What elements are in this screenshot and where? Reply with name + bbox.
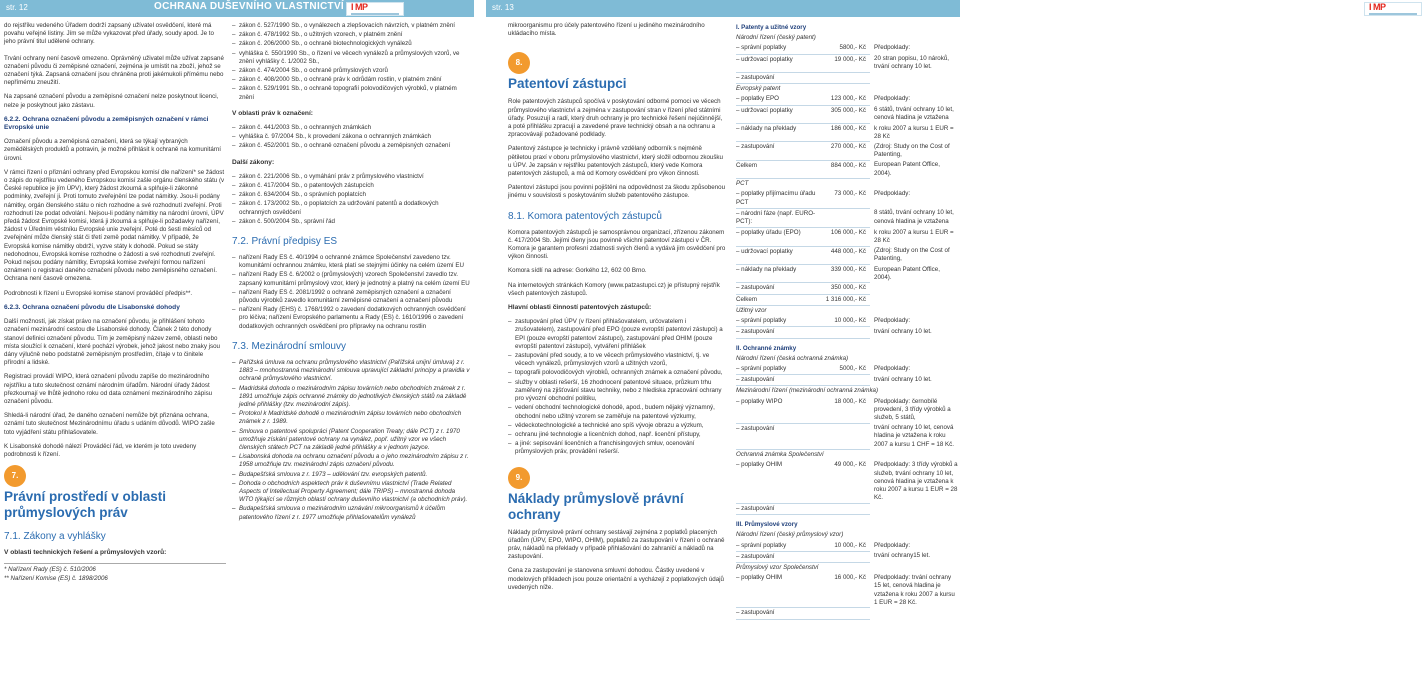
cost-item: – zastupování — [736, 73, 824, 84]
section-title: 7.2. Právní předpisy ES — [232, 236, 338, 248]
cost-item: – zastupování — [736, 423, 824, 450]
cost-note: European Patent Office, 2004). — [874, 265, 940, 281]
cost-note: trvání ochrany 10 let. — [874, 327, 932, 335]
cost-row — [736, 73, 958, 84]
cost-note — [870, 73, 958, 84]
cost-row — [736, 294, 958, 305]
chapter-title: Náklady průmyslově právní ochrany — [508, 490, 684, 522]
list-item: – vyhláška č. 97/2004 Sb., k provedení zákona o ochranných známkách — [232, 133, 470, 141]
cost-note: 6 států, trvání ochrany 10 let, cenová hladina je vztažena — [874, 106, 954, 122]
cost-item: – poplatky OHIM — [736, 573, 824, 608]
list-item: – nařízení Rady ES č. 2081/1992 o ochraně zeměpisných označení a označení původu výrobků zavedlo komunitární zeměpisné označení a označení původu — [232, 289, 470, 305]
cost-row — [736, 375, 958, 386]
paragraph: Trvání ochrany není časově omezeno. Oprávněný uživatel může užívat zapsané označení původu či zeměpisné označení, zejména je umístit na zboží, jehož se označení týká. Zapsaná označení jsou chráněna proti jakémukoli přímému nebo nepřímému zneužití. — [4, 54, 224, 87]
cost-value: 19 000,- Kč — [824, 54, 870, 72]
paragraph: V rámci řízení o přiznání ochrany před Evropskou komisí dle nařízení* se žádost o zápis do rejstříku vedeného Evropskou komisí zašle orgánu členského státu (v České republice je jím ÚPV), který žádost zkoumá a splňuje-li zákonné podmínky, zveřejní ji. Proti tomuto zveřejnění lze podat námitky. Jsou-li podány námitky, orgán členského státu o nich rozhodne a své rozhodnutí zveřejní. Proti rozhodnutí lze podat odvolání. Nejsou-li podány námitky na národní úrovni, ÚPV předá žádost Evropské komisi, která ji zkoumá a splňuje-li požadavky nařízení, žádost v Úředním věstníku Evropské unie zveřejní. Poté do šesti měsíců od zveřejnění může členský stát či třetí země podat námitky. V případě, že Evropská komise námitky obdrží, vyzve státy k dohodě. Pokud se státy nedohodnou, Evropská komise rozhodne o žádosti a své rozhodnutí zveřejní. Pokud nejsou podány námitky, Evropská komise zveřejní formou nařízení oznámení o registraci daného označení původu nebo zeměpisného označení. Ochrana není časově omezena. — [4, 168, 225, 283]
cost-note: Předpoklady: — [874, 190, 911, 198]
chapter-number-badge: 8. — [508, 52, 530, 74]
cost-row — [736, 423, 958, 450]
column-4-costs — [736, 22, 958, 620]
cost-note: European Patent Office, 2004). — [874, 161, 940, 177]
cost-table — [736, 316, 958, 338]
cost-item: – poplatky WIPO — [736, 397, 824, 424]
cost-item: Celkem — [736, 160, 824, 178]
subheading: V oblasti technických řešení a průmyslových vzorů: — [4, 549, 167, 557]
cost-value: 10 000,- Kč — [824, 541, 870, 552]
cost-value: 106 000,- Kč — [824, 228, 870, 246]
paragraph: K Lisabonské dohodě nálezí Prováděcí řád, ve kterém je toto uvedeny podrobnosti k řízení. — [4, 442, 197, 458]
cost-subheading: Národní řízení (český průmyslový vzor) — [736, 531, 844, 539]
cost-item: – poplatky úřadu (EPO) — [736, 228, 824, 246]
cost-value: 270 000,- Kč — [824, 142, 870, 160]
cost-row — [736, 208, 958, 227]
list-item: – zastupování před soudy, a to ve věcech průmyslového vlastnictví, tj. ve věcech vynálezů, průmyslových vzorů a užitných vzorů, — [508, 352, 726, 368]
paragraph: Shledá-li národní úřad, že daného označení nemůže být přiznána ochrana, oznámí tuto skutečnost Mezinárodnímu úřadu s udáním důvodů. WIPO zašle toto vyjádření státu přihlašovatele. — [4, 412, 215, 436]
chapter-title: Patentoví zástupci — [508, 76, 627, 92]
cost-row — [736, 43, 958, 54]
list-item: – zákon č. 500/2004 Sb., správní řád — [232, 218, 470, 226]
cost-value — [824, 208, 870, 227]
cost-note: Předpoklady: trvání ochrany 15 let, cenová hladina je vztažena k roku 2007 a kursu 1 EUR = 28 Kč. — [874, 574, 955, 606]
cost-value: 186 000,- Kč — [824, 124, 870, 142]
list-item: – Budapešťská smlouva o mezinárodním uznávání mikroorganismů k účelům patentového řízení z r. 1977 umožňuje přihlašovatelům vynálezů — [232, 505, 470, 521]
cost-row — [736, 283, 958, 294]
cost-item: Celkem — [736, 294, 824, 305]
list-item: – vyhláška č. 550/1990 Sb., o řízení ve věcech vynálezů a průmyslových vzorů, ve znění vyhlášky č. 1/2002 Sb., — [232, 50, 470, 66]
paragraph: Patentoví zástupci jsou povinni pojištěni na odpovědnost za škodu způsobenou jinému v souvislosti s poskytováním služeb patentového zástupce. — [508, 184, 726, 200]
cost-note: trvání ochrany 10 let. — [874, 375, 932, 383]
cost-subheading: Průmyslový vzor Společenství — [736, 563, 819, 571]
cost-note: Předpoklady: černobílé provedení, 3 třídy výrobků a služeb, 5 států, — [874, 397, 951, 421]
cost-table — [736, 573, 958, 620]
cost-note: (Zdroj: Study on the Cost of Patenting, — [874, 142, 950, 159]
cost-value: 5000,- Kč — [824, 364, 870, 375]
cost-value: 350 000,- Kč — [824, 283, 870, 294]
law-list — [232, 254, 470, 331]
list-item: – nařízení Rady ES č. 40/1994 o ochranné známce Společenství zavedeno tzv. komunitární ochrannou známku, která platí se stejnými účinky na celém území EU — [232, 254, 470, 270]
cost-note — [870, 294, 958, 305]
chapter-title: Právní prostředí v oblasti průmyslových práv — [4, 489, 167, 521]
cost-row — [736, 160, 958, 178]
list-item: – Madridská dohoda o mezinárodním zápisu továrních nebo obchodních známek z r. 1891 umožňuje zápis ochranné známky do jednotlivých členských států na základě jediné přihlášky (tzv. mezinárodní zápis). — [232, 385, 470, 410]
cost-item: – zastupování — [736, 283, 824, 294]
list-item: – topografii polovodičových výrobků, ochranných známek a označení původu, — [508, 369, 726, 377]
paragraph: Na zapsané označení původu a zeměpisné označení nelze poskytnout licenci, nelze je poskytnout jako zástavu. — [4, 93, 219, 109]
cost-table — [736, 397, 958, 451]
paragraph: Komora patentových zástupců je samosprávnou organizací, zřízenou zákonem č. 417/2004 Sb. Jejími členy jsou povinně všichni patentoví zástupci v ČR. Komora je garantem profesní zdatnosti svých členů a vydává jim osvědčení pro výkon činnosti. — [508, 228, 726, 261]
paragraph: Komora sídlí na adrese: Gorkého 12, 602 00 Brno. — [508, 267, 647, 275]
cost-note: Předpoklady: 3 třídy výrobků a služeb, trvání ochrany 10 let, cenová hladina je vztažena k roku 2007 a kursu 1 EUR = 28 Kč. — [874, 461, 958, 502]
cost-item: – správní poplatky — [736, 43, 824, 54]
cost-table — [736, 189, 958, 305]
list-item: – vedení obchodní technologické dohodě, apod., budem nějaký významný, obchodní nebo užitný vzorem se zaměřuje na patentové výzkumy, — [508, 404, 726, 420]
cost-subheading: Evropský patent — [736, 85, 781, 93]
cost-row — [736, 124, 958, 142]
list-item: – ochranu jiné technologie a licenčních dohod, např. licenční přístupy, — [508, 431, 726, 439]
paragraph: Další možností, jak získat právo na označení původu, je přihlášení tohoto označení mezinárodní cestou dle Lisabonské dohody. Článek 2 této dohody stanoví definici označení původu. Tím je zeměpisný název země, oblasti nebo místa sloužící k označení, které pochází výrobek, jehož jakost nebo znaky jsou dány výlučně nebo podstatně zeměpisným prostředím, čítaje v to činitele přírodní a lidské. — [4, 318, 220, 367]
cost-subheading: Ochranná známka Společenství — [736, 451, 824, 459]
list-item: – Dohoda o obchodních aspektech práv k duševnímu vlastnictví (Trade Related Aspects of Intellectual Property Agreement; dále TRIPS) – mnostranná dohoda WTO týkající se různých oblastí ochrany duševního vlastnictví (a obchodních práv). — [232, 480, 470, 505]
cost-row — [736, 228, 958, 246]
cost-value — [824, 503, 870, 514]
cost-value: 18 000,- Kč — [824, 397, 870, 424]
list-item: – zákon č. 173/2002 Sb., o poplatcích za udržování patentů a dodatkových ochranných osvědčení — [232, 200, 470, 216]
list-item: – a jiné: sepisování licenčních a franchisingových smluv, ocenování průmyslových práv, provádění rešerší. — [508, 440, 726, 456]
section-title: 7.1. Zákony a vyhlášky — [4, 531, 106, 543]
paragraph: Na internetových stránkách Komory (www.patzastupci.cz) je přístupný rejstřík všech patentových zástupců. — [508, 281, 720, 297]
list-item: – zákon č. 474/2004 Sb., o ochraně průmyslových vzorů — [232, 67, 470, 75]
footnote: ** Nařízení Komise (ES) č. 1898/2006 — [4, 574, 108, 582]
list-item: – Lisabonská dohoda na ochranu označení původu a o jeho mezinárodním zápisu z r. 1958 umožňuje tzv. mezinárodní zápis označení původu. — [232, 453, 470, 469]
cost-note: k roku 2007 a kursu 1 EUR = 28 Kč — [874, 228, 954, 244]
cost-table — [736, 94, 958, 179]
list-item: – zákon č. 478/1992 Sb., o užitných vzorech, v platném znění — [232, 31, 470, 39]
cost-row — [736, 503, 958, 514]
cost-item: – udržovací poplatky — [736, 54, 824, 72]
list-item: – zákon č. 417/2004 Sb., o patentových zástupcích — [232, 182, 470, 190]
paragraph: Označení původu a zeměpisná označení, která se týkají vybraných zemědělských produktů a potravin, je možné přihlásit k ochraně na komunitární úrovni. — [4, 138, 222, 162]
list-item: – Pařížská úmluva na ochranu průmyslového vlastnictví (Pařížská unijní úmluva) z r. 1883 – mnohostranná mezinárodní smlouva upravující základní principy a pravidla v ochraně průmyslového vlastnictví. — [232, 359, 470, 384]
paragraph: mikroorganismu pro účely patentového řízení u jediného mezinárodního ukládacího místa. — [508, 22, 705, 38]
list-item: – zákon č. 441/2003 Sb., o ochranných známkách — [232, 124, 470, 132]
cost-heading: II. Ochranné známky — [736, 344, 797, 352]
cost-row — [736, 54, 958, 72]
cost-row — [736, 397, 958, 424]
list-item: – zákon č. 529/1991 Sb., o ochraně topografií polovodičových výrobků, v platném znění — [232, 85, 470, 101]
cost-table — [736, 460, 958, 515]
cost-value — [824, 423, 870, 450]
paragraph: Role patentových zástupců spočívá v poskytování odborné pomoci ve věcech průmyslového vlastnictví a zejména v zastupování stran v řízení před státními úřady. Posuzují a radí, který druh ochrany je pro technické řešení nejúčinnější, a poté přihlášku zpracují a zavedené prave technický obsah a na ochranu a zpracovávají požadované podklady. — [508, 98, 723, 139]
cost-note: trvání ochrany 10 let, cenová hladina je vztažena k roku 2007 a kursu 1 CHF = 18 Kč. — [874, 424, 954, 448]
list-item: – zákon č. 221/2006 Sb., o vymáhání práv z průmyslového vlastnictví — [232, 173, 470, 181]
cost-value: 123 000,- Kč — [824, 94, 870, 105]
cost-value: 305 000,- Kč — [824, 105, 870, 123]
cost-row — [736, 265, 958, 283]
paragraph: do rejstříku vedeného Úřadem dodrží zapsaný užívatel osvědčení, které má povahu veřejné listiny. Jím se může vykazovat před úřady, soudy apod. Je to jeho právní titul udělené ochrany. — [4, 22, 214, 46]
cost-note — [870, 608, 958, 619]
cost-heading: I. Patenty a užitné vzory — [736, 24, 807, 31]
cost-item: – udržovací poplatky — [736, 246, 824, 264]
list-item: – služby v oblasti rešerší, 16 zhodnocení patentové situace, průzkum trhu zaměřený na zjišťování stavu techniky, nebo z hlediska zpracování ochrany pro vývozní obchodní politiku, — [508, 379, 726, 404]
left-page-header — [0, 0, 474, 17]
cost-item: – zastupování — [736, 142, 824, 160]
cost-value: 73 000,- Kč — [824, 189, 870, 208]
page-number: str. 13 — [492, 3, 514, 12]
column-3 — [508, 22, 726, 598]
cost-table — [736, 364, 958, 386]
list-item: – Budapešťská smlouva z r. 1973 – udělování tzv. evropských patentů. — [232, 471, 470, 479]
cost-note — [870, 283, 958, 294]
law-list — [232, 22, 470, 102]
list-item: – nařízení Rady (EHS) č. 1768/1992 o zavedení dodatkových ochranných osvědčení pro léčiva; nařízení Evropského parlamentu a Rady (ES) č. 1610/1996 o zavedení dodatkových ochranných osvědčení pro přípravky na ochranu rostlin — [232, 306, 470, 331]
cost-value: 16 000,- Kč — [824, 573, 870, 608]
section-title: 7.3. Mezinárodní smlouvy — [232, 340, 346, 352]
list-item: – zákon č. 408/2000 Sb., o ochraně práv k odrůdám rostlin, v platném znění — [232, 76, 470, 84]
cost-item: – zastupování — [736, 551, 824, 562]
cost-note: (Zdroj: Study on the Cost of Patenting, — [874, 247, 950, 263]
law-list — [232, 173, 470, 226]
cost-note: Předpoklady: — [874, 44, 911, 52]
page-title: OCHRANA DUŠEVNÍHO VLASTNICTVÍ — [1158, 1, 1227, 29]
cost-subheading: Národní řízení (český patent) — [736, 34, 816, 42]
column-1 — [4, 22, 226, 583]
cost-note: 8 států, trvání ochrany 10 let, cenová hladina je vztažena — [874, 209, 954, 225]
cost-item: – zastupování — [736, 327, 824, 338]
cost-item: – správní poplatky — [736, 541, 824, 552]
cost-value — [824, 73, 870, 84]
cost-row — [736, 541, 958, 552]
list-item: – nařízení Rady ES č. 6/2002 o (průmyslových) vzorech Společenství zavedlo tzv. zapsaný komunitární průmyslový vzor, který je jednotný a platný na celém území EU — [232, 271, 470, 287]
imp-logo: I MP — [346, 2, 404, 16]
cost-row — [736, 364, 958, 375]
cost-item: – zastupování — [736, 375, 824, 386]
cost-value — [824, 375, 870, 386]
subheading: Hlavní oblasti činností patentových zástupců: — [508, 304, 652, 312]
column-2 — [232, 22, 470, 523]
paragraph: Registraci provádí WIPO, která označení původu zapíše do mezinárodního rejstříku a tuto skutečnost oznámí národním úřadům. Národní úřady žádost přezkoumají ve lhůtě jednoho roku od data oznámení mezinárodního zápisu označení původu. — [4, 373, 213, 405]
list-item: – Smlouva o patentové spolupráci (Patent Cooperation Treaty; dále PCT) z r. 1970 umožňuje získání patentové ochrany na vynález, popř. užitný vzor ve všech členských státech PCT na základě jedné přihlášky a v jednom jazyce. — [232, 428, 470, 453]
cost-note — [870, 503, 958, 514]
footnotes — [4, 563, 226, 582]
cost-value — [824, 327, 870, 338]
cost-row — [736, 327, 958, 338]
cost-value: 49 000,- Kč — [824, 460, 870, 503]
cost-item: – správní poplatky — [736, 364, 824, 375]
cost-note: Předpoklady: — [874, 364, 911, 372]
cost-row — [736, 189, 958, 208]
list-item: – zákon č. 527/1990 Sb., o vynálezech a zlepšovacích návrzích, v platném znění — [232, 22, 470, 30]
cost-item: – poplatky OHIM — [736, 460, 824, 503]
list-item: – Protokol k Madridské dohodě o mezinárodním zápisu továrních nebo obchodních známek z r. 1989. — [232, 410, 470, 426]
cost-value: 1 316 000,- Kč — [824, 294, 870, 305]
cost-value: 339 000,- Kč — [824, 265, 870, 283]
cost-value: 884 000,- Kč — [824, 160, 870, 178]
cost-note: Předpoklady: — [874, 541, 911, 549]
law-list — [232, 124, 470, 151]
cost-subheading: Mezinárodní řízení (mezinárodní ochranná známka) — [736, 387, 879, 395]
section-heading: 6.2.2. Ochrana označení původu a zeměpisných označení v rámci Evropské unie — [4, 115, 209, 132]
cost-note: k roku 2007 a kursu 1 EUR = 28 Kč — [874, 124, 954, 140]
cost-item: – národní fáze (např. EURO-PCT): — [736, 208, 824, 227]
cost-value: 448 000,- Kč — [824, 246, 870, 264]
cost-item: – správní poplatky — [736, 316, 824, 327]
cost-subheading: Národní řízení (česká ochranná známka) — [736, 354, 849, 362]
cost-note: Předpoklady: — [874, 95, 911, 103]
cost-row — [736, 608, 958, 619]
cost-row — [736, 573, 958, 608]
cost-row — [736, 551, 958, 562]
cost-row — [736, 105, 958, 123]
page-title: OCHRANA DUŠEVNÍHO VLASTNICTVÍ — [154, 1, 345, 12]
page-number: str. 12 — [6, 3, 28, 12]
list-item: – zastupování před ÚPV (v řízení přihlašovatelem, určovatelem i zrušovatelem), zastupování před EPO (pouze evropští patentoví zástupci) a EPI (pouze evropští patentoví zástupci), zastupování před OHIM (pouze evropští patentoví zástupci), vytváření přihlášek — [508, 318, 726, 351]
cost-note: trvání ochrany15 let. — [874, 552, 931, 560]
cost-value: 10 000,- Kč — [824, 316, 870, 327]
cost-value — [824, 608, 870, 619]
cost-item: – poplatky přijímacímu úřadu PCT — [736, 189, 824, 208]
cost-item: – náklady na překlady — [736, 124, 824, 142]
cost-row — [736, 460, 958, 503]
paragraph: Patentový zástupce je technicky i právně vzdělaný odborník s nejméně pětiletou praxí v oboru průmyslového vlastnictví, který složil odbornou zkoušku u ÚPV. Je zapsán v rejstříku patentových zástupců, který vede Komora patentových zástupců, a má od Komory osvědčení pro výkon činnosti. — [508, 145, 723, 178]
activity-list — [508, 318, 726, 456]
cost-item: – náklady na překlady — [736, 265, 824, 283]
list-item: – zákon č. 452/2001 Sb., o ochraně označení původu a zeměpisných označení — [232, 142, 470, 150]
cost-row — [736, 94, 958, 105]
paragraph: Podrobnosti k řízení u Evropské komise stanoví prováděcí předpis**. — [4, 289, 193, 297]
list-item: – vědeckotechnologické a technické ano spíš vývoje obrazu a výzkum, — [508, 422, 726, 430]
cost-row — [736, 316, 958, 327]
imp-logo: I MP — [1364, 2, 1422, 16]
list-item: – zákon č. 634/2004 Sb., o správních poplatcích — [232, 191, 470, 199]
paragraph: Cena za zastupování je stanovena smluvní dohodou. Částky uvedené v modelových příkladech jsou pouze orientační a vycházejí z poplatkových údajů uvedených níže. — [508, 567, 725, 591]
cost-row — [736, 142, 958, 160]
subheading: Další zákony: — [232, 158, 275, 166]
cost-heading: III. Průmyslové vzory — [736, 521, 798, 529]
cost-subheading: PCT — [736, 180, 749, 188]
cost-table — [736, 43, 958, 84]
cost-row — [736, 246, 958, 264]
cost-table — [736, 541, 958, 563]
subheading: V oblasti práv k označení: — [232, 109, 313, 117]
footnote: * Nařízení Rady (ES) č. 510/2006 — [4, 566, 96, 574]
cost-item: – poplatky EPO — [736, 94, 824, 105]
paragraph: Náklady průmyslově právní ochrany sestávají zejména z poplatků placených úřadům (ÚPV, EPO, WIPO, OHIM), poplatků za zastupování v řízení o ochraně práv, nákladů na překlady v případě přihlašování do zahraničí a nákladů na zastupování. — [508, 528, 725, 561]
cost-note: Předpoklady: — [874, 317, 911, 325]
treaty-list — [232, 359, 470, 522]
section-heading: 6.2.3. Ochrana označení původu dle Lisabonské dohody — [4, 303, 180, 311]
cost-value: 5800,- Kč — [824, 43, 870, 54]
list-item: – zákon č. 206/2000 Sb., o ochraně biotechnologických vynálezů — [232, 40, 470, 48]
cost-item: – zastupování — [736, 608, 824, 619]
cost-value — [824, 551, 870, 562]
chapter-number-badge: 9. — [508, 467, 530, 489]
section-title: 8.1. Komora patentových zástupců — [508, 210, 662, 222]
cost-item: – udržovací poplatky — [736, 105, 824, 123]
chapter-number-badge: 7. — [4, 465, 26, 487]
cost-subheading: Užitný vzor — [736, 306, 767, 314]
cost-item: – zastupování — [736, 503, 824, 514]
cost-note: 20 stran popisu, 10 nároků, trvání ochrany 10 let. — [874, 55, 949, 71]
